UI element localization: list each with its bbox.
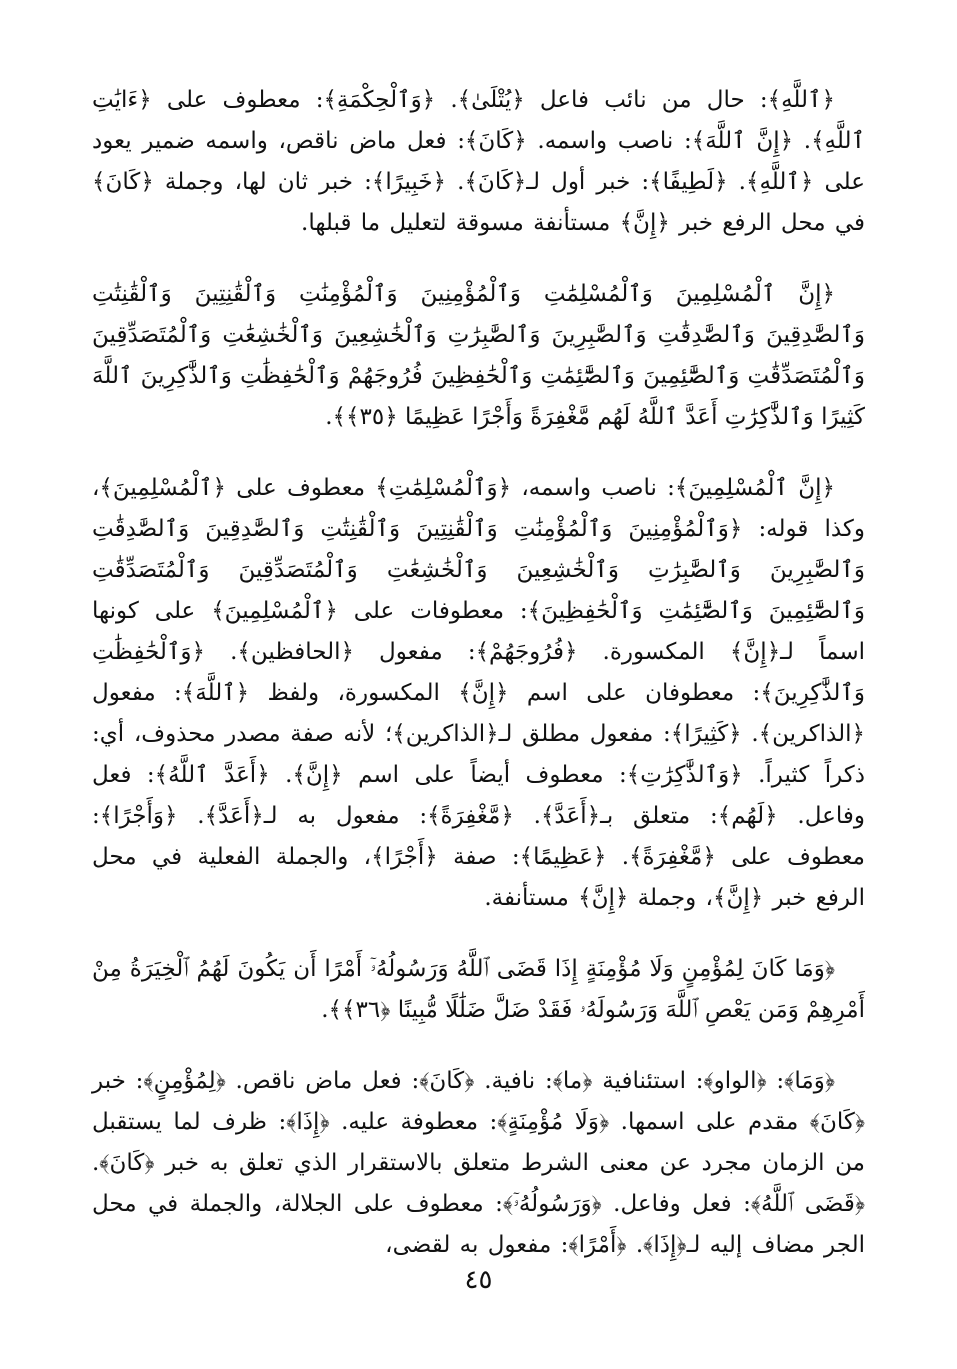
paragraph-gap — [92, 244, 865, 274]
commentary-paragraph-3: ﴿وَمَا﴾: ﴿الواو﴾: استئنافية ﴿ما﴾: نافية. ﴿كَانَ﴾: فعل ماض ناقص. ﴿لِمُؤْمِنٍ﴾: خبر ﴿كَانَ﴾ مقدم على اسمها. ﴿وَلَا مُؤْمِنَةٍ﴾: معطوفة عليه. ﴿إِذَا﴾: ظرف لما يستقبل من الزمان مجرد عن معنى الشرط متعلق بالاستقرار الذي تعلق به خبر ﴿كَانَ﴾. ﴿قَضَى ٱللَّهُ﴾: فعل وفاعل. ﴿وَرَسُولُهُۥٓ﴾: معطوف على الجلالة، والجملة في محل الجر مضاف إليه لـ﴿إِذَا﴾. ﴿أَمْرًا﴾: مفعول به لقضى، — [92, 1068, 865, 1258]
paragraph-gap — [92, 919, 865, 949]
quran-verse-35: ﴿إِنَّ ٱلْمُسْلِمِينَ وَٱلْمُسْلِمَٰتِ وَٱلْمُؤْمِنِينَ وَٱلْمُؤْمِنَٰتِ وَٱلْقَٰنِتِينَ وَٱلْقَٰنِتَٰتِ وَٱلصَّٰدِقِينَ وَٱلصَّٰدِقَٰتِ وَٱلصَّٰبِرِينَ وَٱلصَّٰبِرَٰتِ وَٱلْخَٰشِعِينَ وَٱلْخَٰشِعَٰتِ وَٱلْمُتَصَدِّقِينَ وَٱلْمُتَصَدِّقَٰتِ وَٱلصَّٰٓئِمِينَ وَٱلصَّٰٓئِمَٰتِ وَٱلْحَٰفِظِينَ فُرُوجَهُمْ وَٱلْحَٰفِظَٰتِ وَٱلذَّٰكِرِينَ ٱللَّهَ كَثِيرًا وَٱلذَّٰكِرَٰتِ أَعَدَّ ٱللَّهُ لَهُم مَّغْفِرَةً وَأَجْرًا عَظِيمًا ﴿٣٥﴾﴾. — [92, 281, 865, 430]
paragraph-gap — [92, 438, 865, 468]
paragraph-gap — [92, 1031, 865, 1061]
commentary-paragraph-2: ﴿إِنَّ ٱلْمُسْلِمِينَ﴾: ناصب واسمه، ﴿وَٱلْمُسْلِمَٰتِ﴾ معطوف على ﴿ٱلْمُسْلِمِينَ﴾، وكذا قوله: ﴿وَٱلْمُؤْمِنِينَ وَٱلْمُؤْمِنَٰتِ وَٱلْقَٰنِتِينَ وَٱلْقَٰنِتَٰتِ وَٱلصَّٰدِقِينَ وَٱلصَّٰدِقَٰتِ وَٱلصَّٰبِرِينَ وَٱلصَّٰبِرَٰتِ وَٱلْخَٰشِعِينَ وَٱلْخَٰشِعَٰتِ وَٱلْمُتَصَدِّقِينَ وَٱلْمُتَصَدِّقَٰتِ وَٱلصَّٰٓئِمِينَ وَٱلصَّٰٓئِمَٰتِ وَٱلْحَٰفِظِينَ﴾: معطوفات على ﴿ٱلْمُسْلِمِينَ﴾ على كونها اسماً لـ﴿إِنَّ﴾ المكسورة. ﴿فُرُوجَهُمْ﴾: مفعول ﴿الحافظين﴾. ﴿وَٱلْحَٰفِظَٰتِ وَٱلذَّٰكِرِينَ﴾: معطوفان على اسم ﴿إِنَّ﴾ المكسورة، ولفظ ﴿ٱللَّهَ﴾: مفعول ﴿الذاكرين﴾. ﴿كَثِيرًا﴾: مفعول مطلق لـ﴿الذاكرين﴾؛ لأنه صفة مصدر محذوف، أي: ذكراً كثيراً. ﴿وَٱلذَّٰكِرَٰتِ﴾: معطوف أيضاً على اسم ﴿إِنَّ﴾. ﴿أَعَدَّ ٱللَّهُ﴾: فعل وفاعل. ﴿لَهُم﴾: متعلق بـ﴿أَعَدَّ﴾. ﴿مَّغْفِرَةً﴾: مفعول به لـ﴿أَعَدَّ﴾. ﴿وَأَجْرًا﴾: معطوف على ﴿مَّغْفِرَةً﴾. ﴿عَظِيمًا﴾: صفة ﴿أَجْرًا﴾، والجملة الفعلية في محل الرفع خبر ﴿إِنَّ﴾، وجملة ﴿إِنَّ﴾ مستأنفة. — [92, 475, 865, 911]
quran-verse-36: ﴿وَمَا كَانَ لِمُؤْمِنٍ وَلَا مُؤْمِنَةٍ إِذَا قَضَى ٱللَّهُ وَرَسُولُهُۥٓ أَمْرًا أَن يَكُونَ لَهُمُ ٱلْخِيَرَةُ مِنْ أَمْرِهِمْ وَمَن يَعْصِ ٱللَّهَ وَرَسُولَهُۥ فَقَدْ ضَلَّ ضَلَٰلًا مُّبِينًا ﴿٣٦﴾﴾. — [92, 956, 865, 1023]
page-body — [92, 80, 865, 1266]
page-number: ٤٥ — [464, 1265, 493, 1295]
commentary-paragraph-1: ﴿ٱللَّهِ﴾: حال من نائب فاعل ﴿يُتْلَىٰ﴾. ﴿وَٱلْحِكْمَةِ﴾: معطوف على ﴿ءَايَٰتِ ٱللَّهِ﴾. ﴿إِنَّ ٱللَّهَ﴾: ناصب واسمه. ﴿كَانَ﴾: فعل ماض ناقص، واسمه ضمير يعود على ﴿ٱللَّهِ﴾. ﴿لَطِيفًا﴾: خبر أول لـ﴿كَانَ﴾. ﴿خَبِيرًا﴾: خبر ثان لها، وجملة ﴿كَانَ﴾ في محل الرفع خبر ﴿إِنَّ﴾ مستأنفة مسوقة لتعليل ما قبلها. — [92, 87, 865, 236]
